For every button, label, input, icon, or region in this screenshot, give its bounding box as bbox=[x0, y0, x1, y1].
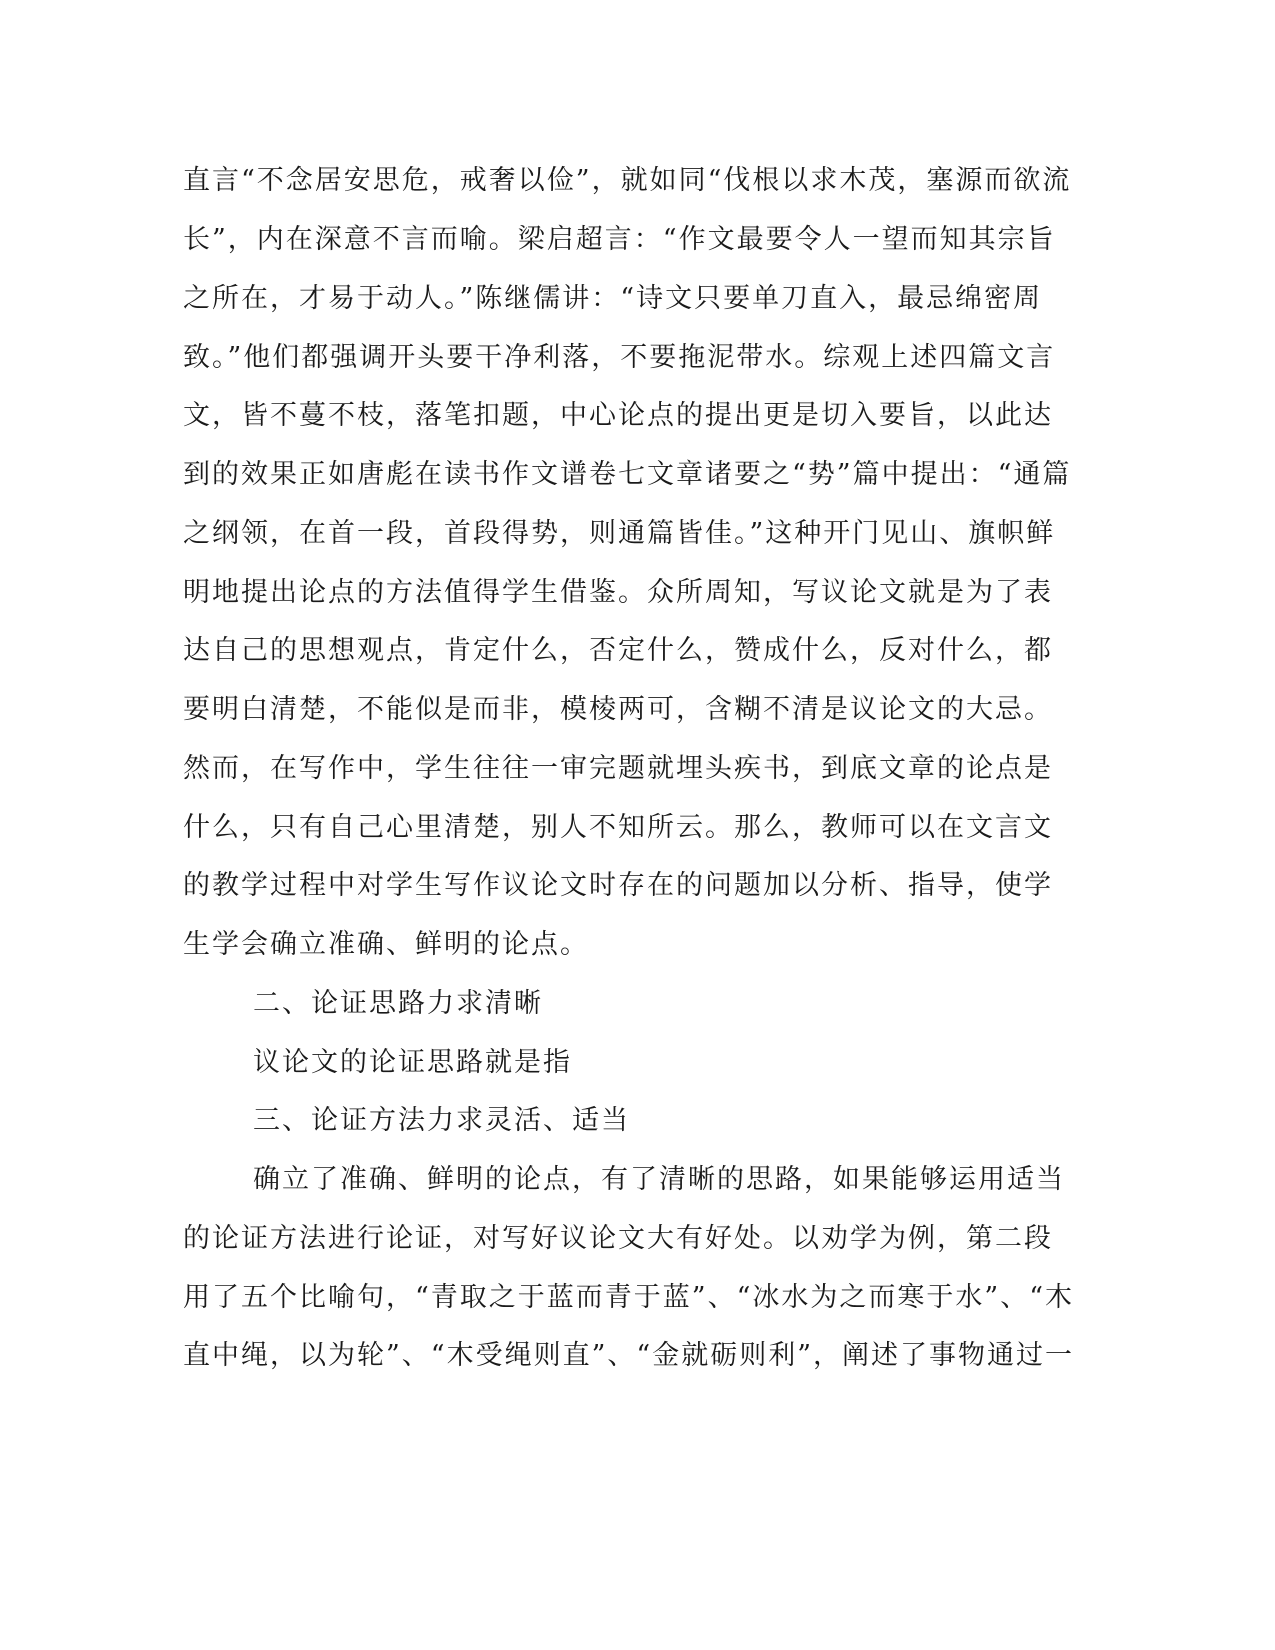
body-text-line: 长”，内在深意不言而喻。梁启超言：“作文最要令人一望而知其宗旨 bbox=[183, 224, 1056, 255]
body-text-line: 的论证方法进行论证，对写好议论文大有好处。以劝学为例，第二段 bbox=[183, 1223, 1053, 1254]
body-text-line: 要明白清楚，不能似是而非，模棱两可，含糊不清是议论文的大忌。 bbox=[183, 694, 1053, 725]
body-text-line: 用了五个比喻句，“青取之于蓝而青于蓝”、“冰水为之而寒于水”、“木 bbox=[183, 1282, 1075, 1313]
body-text-line: 什么，只有自己心里清楚，别人不知所云。那么，教师可以在文言文 bbox=[183, 812, 1053, 843]
body-text-line: 之所在，才易于动人。”陈继儒讲：“诗文只要单刀直入，最忌绵密周 bbox=[183, 283, 1043, 314]
body-text-line: 直言“不念居安思危，戒奢以俭”，就如同“伐根以求木茂，塞源而欲流 bbox=[183, 165, 1072, 196]
section-heading: 二、论证思路力求清晰 bbox=[253, 988, 543, 1019]
body-text-line: 之纲领，在首一段，首段得势，则通篇皆佳。”这种开门见山、旗帜鲜 bbox=[183, 518, 1056, 549]
body-text-line: 确立了准确、鲜明的论点，有了清晰的思路，如果能够运用适当 bbox=[253, 1164, 1065, 1195]
body-text-line: 达自己的思想观点，肯定什么，否定什么，赞成什么，反对什么，都 bbox=[183, 635, 1053, 666]
body-text-line: 文，皆不蔓不枝，落笔扣题，中心论点的提出更是切入要旨，以此达 bbox=[183, 400, 1053, 431]
body-text-line: 直中绳，以为轮”、“木受绳则直”、“金就砺则利”，阐述了事物通过一 bbox=[183, 1340, 1075, 1371]
body-text-line: 议论文的论证思路就是指 bbox=[253, 1047, 572, 1078]
section-heading: 三、论证方法力求灵活、适当 bbox=[253, 1105, 630, 1136]
body-text-line: 然而，在写作中，学生往往一审完题就埋头疾书，到底文章的论点是 bbox=[183, 753, 1053, 784]
body-text-line: 明地提出论点的方法值得学生借鉴。众所周知，写议论文就是为了表 bbox=[183, 577, 1053, 608]
body-text-line: 致。”他们都强调开头要干净利落，不要拖泥带水。综观上述四篇文言 bbox=[183, 342, 1056, 373]
body-text-line: 的教学过程中对学生写作议论文时存在的问题加以分析、指导，使学 bbox=[183, 870, 1053, 901]
body-text-line: 生学会确立准确、鲜明的论点。 bbox=[183, 929, 589, 960]
body-text-line: 到的效果正如唐彪在读书作文谱卷七文章诸要之“势”篇中提出：“通篇 bbox=[183, 459, 1072, 490]
